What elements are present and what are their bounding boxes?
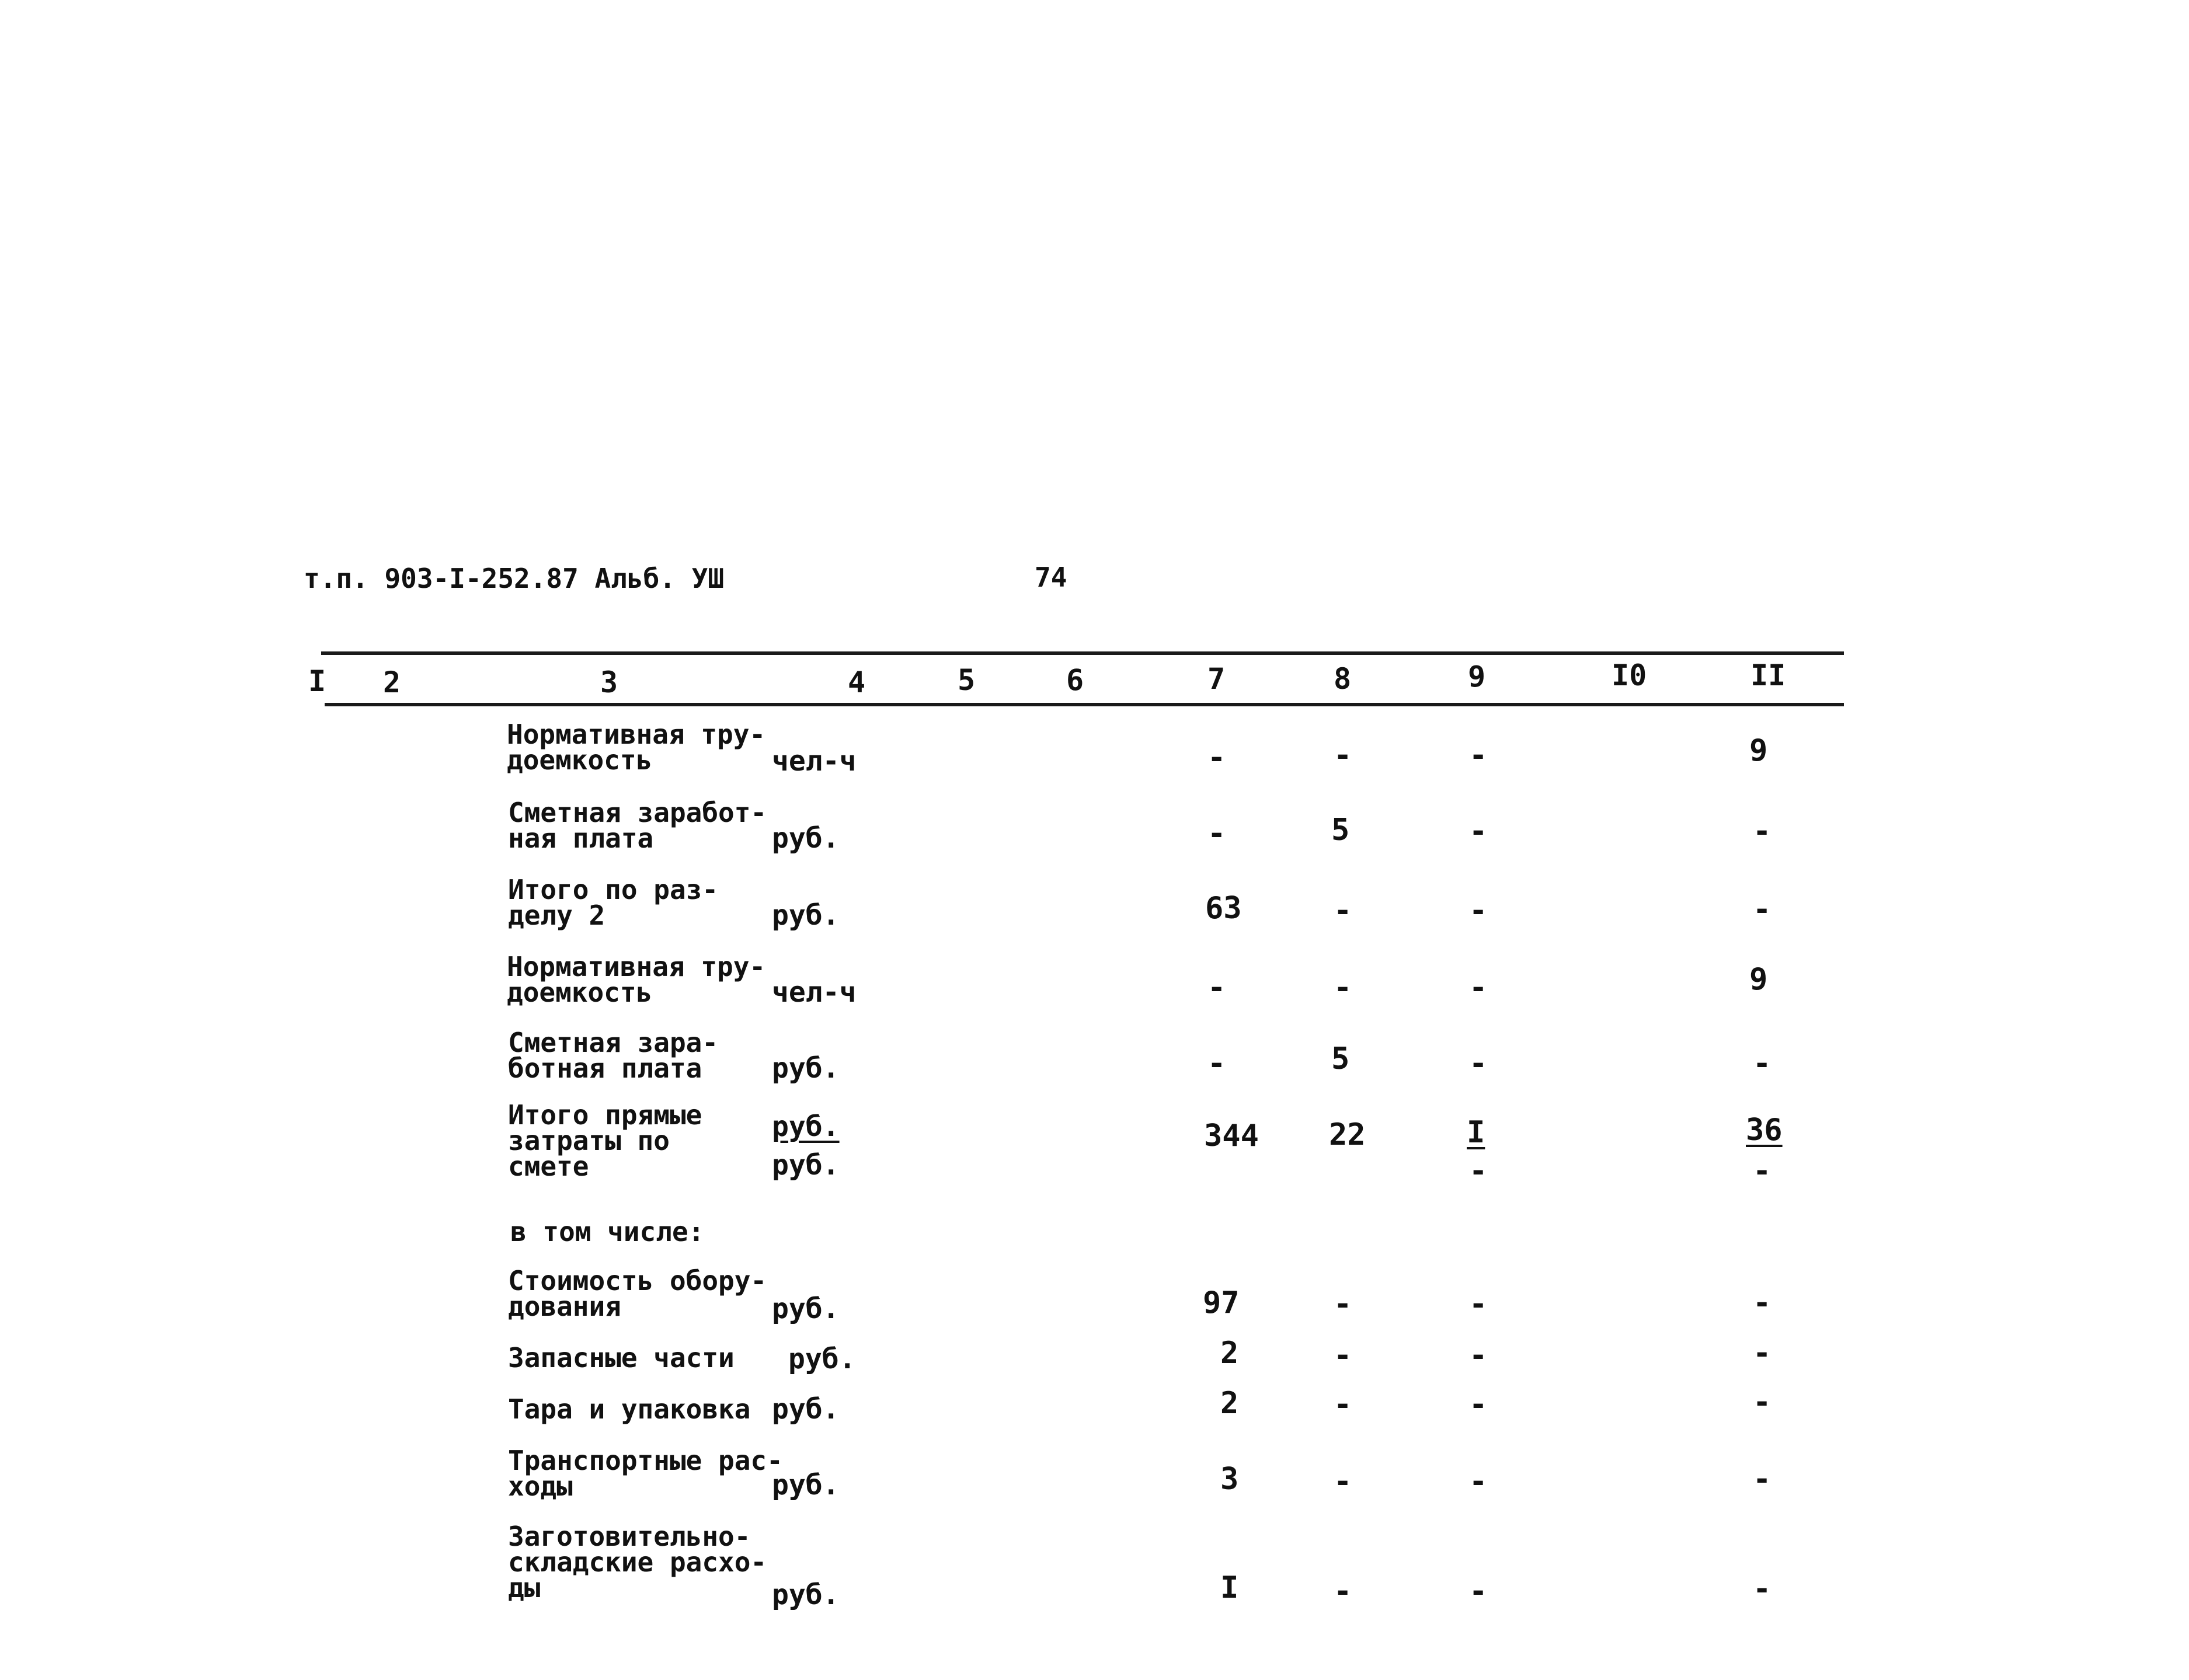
row-description: Нормативная тру- доемкость xyxy=(507,951,766,1008)
cell-col-7: 3 xyxy=(1220,1462,1239,1497)
cell-col-8: 5 xyxy=(1331,1041,1350,1076)
column-header-6: 6 xyxy=(1066,663,1084,697)
row-description: Запасные части xyxy=(508,1342,735,1374)
cell-col-7: 344 xyxy=(1204,1118,1259,1153)
cell-col-8: - xyxy=(1334,1338,1352,1373)
column-header-9: 9 xyxy=(1468,660,1486,693)
cell-col-9: - xyxy=(1469,893,1488,928)
cell-col-7: I xyxy=(1220,1570,1239,1605)
row-unit: чел-ч xyxy=(772,976,857,1009)
cell-col-7: - xyxy=(1207,816,1226,851)
column-header-7: 7 xyxy=(1207,662,1226,696)
cell-col-7: - xyxy=(1207,970,1226,1005)
cell-col-11: - xyxy=(1753,892,1772,927)
cell-col-7: 63 xyxy=(1205,891,1242,926)
cell-col-9-secondary: - xyxy=(1469,1153,1488,1188)
row-unit: руб. xyxy=(788,1343,856,1375)
row-description: Стоимость обору- дования xyxy=(508,1265,767,1322)
cell-col-8: - xyxy=(1334,1387,1352,1422)
cell-col-11: - xyxy=(1753,1462,1772,1497)
cell-col-8: - xyxy=(1334,1464,1352,1499)
row-description: Транспортные рас- ходы xyxy=(508,1445,783,1502)
cell-col-9: - xyxy=(1469,1287,1488,1322)
cell-col-11: 9 xyxy=(1749,962,1768,997)
column-header-4: 4 xyxy=(848,665,866,699)
row-unit: руб. xyxy=(772,1469,840,1501)
cell-col-9: - xyxy=(1469,1464,1488,1499)
column-header-2: 2 xyxy=(383,665,401,699)
row-description: Нормативная тру- доемкость xyxy=(507,719,766,776)
cell-col-9: - xyxy=(1469,970,1488,1005)
cell-col-7: - xyxy=(1207,1046,1226,1081)
row-unit: руб. xyxy=(772,1578,840,1611)
cell-col-9: - xyxy=(1469,1387,1488,1422)
document-reference: т.п. 903-I-252.87 Альб. УШ xyxy=(304,563,725,594)
cell-col-8: - xyxy=(1334,893,1352,928)
column-header-1: I xyxy=(308,664,326,698)
row-description: Сметная заработ- ная плата xyxy=(508,797,767,854)
cell-col-11-secondary: - xyxy=(1753,1153,1772,1188)
row-unit: руб. xyxy=(772,1292,840,1325)
cell-col-7: - xyxy=(1207,740,1226,775)
cell-col-9: - xyxy=(1469,1338,1488,1373)
row-description: Итого прямые затраты по смете xyxy=(508,1099,702,1182)
cell-col-9: I xyxy=(1467,1115,1485,1150)
column-header-5: 5 xyxy=(958,663,976,697)
page-number: 74 xyxy=(1035,562,1067,593)
cell-col-11: - xyxy=(1753,814,1772,849)
row-description: Сметная зара- ботная плата xyxy=(508,1027,719,1084)
cell-col-11: - xyxy=(1753,1571,1772,1606)
cell-col-9: - xyxy=(1469,738,1488,773)
row-unit: руб. xyxy=(772,899,840,932)
row-unit: руб. xyxy=(772,822,840,855)
cell-col-8: 5 xyxy=(1331,813,1350,848)
cell-col-11: - xyxy=(1753,1385,1772,1420)
cell-col-8: - xyxy=(1334,1287,1352,1322)
cell-col-11: 9 xyxy=(1749,733,1768,768)
cell-col-8: - xyxy=(1334,970,1352,1005)
row-unit: руб. xyxy=(772,1110,840,1143)
row-description: Заготовительно- складские расхо- ды xyxy=(508,1521,767,1604)
cell-col-11: - xyxy=(1753,1046,1772,1081)
column-header-3: 3 xyxy=(600,665,618,699)
row-unit: руб. xyxy=(772,1393,840,1425)
cell-col-9: - xyxy=(1469,1046,1488,1081)
cell-col-7: 2 xyxy=(1220,1386,1239,1421)
table-header-rule xyxy=(325,703,1844,706)
row-description: Итого по раз- делу 2 xyxy=(508,874,719,931)
row-unit: чел-ч xyxy=(772,745,857,778)
cell-col-11: 36 xyxy=(1746,1113,1783,1148)
cell-col-11: - xyxy=(1753,1336,1772,1371)
cell-col-7: 97 xyxy=(1203,1285,1240,1320)
column-header-8: 8 xyxy=(1334,662,1352,696)
cell-col-9: - xyxy=(1469,814,1488,849)
row-unit-secondary: руб. xyxy=(772,1149,840,1181)
cell-col-9: - xyxy=(1469,1574,1488,1609)
cell-col-8: 22 xyxy=(1329,1117,1366,1152)
cell-col-7: 2 xyxy=(1220,1336,1239,1371)
cell-col-11: - xyxy=(1753,1285,1772,1320)
column-header-10: I0 xyxy=(1612,658,1647,692)
cell-col-8: - xyxy=(1334,1574,1352,1609)
row-description: Тара и упаковка xyxy=(508,1393,751,1425)
cell-col-8: - xyxy=(1334,738,1352,773)
section-label: в том числе: xyxy=(510,1216,705,1247)
row-unit: руб. xyxy=(772,1052,840,1085)
table-top-rule xyxy=(321,651,1844,655)
column-header-11: II xyxy=(1750,658,1786,692)
